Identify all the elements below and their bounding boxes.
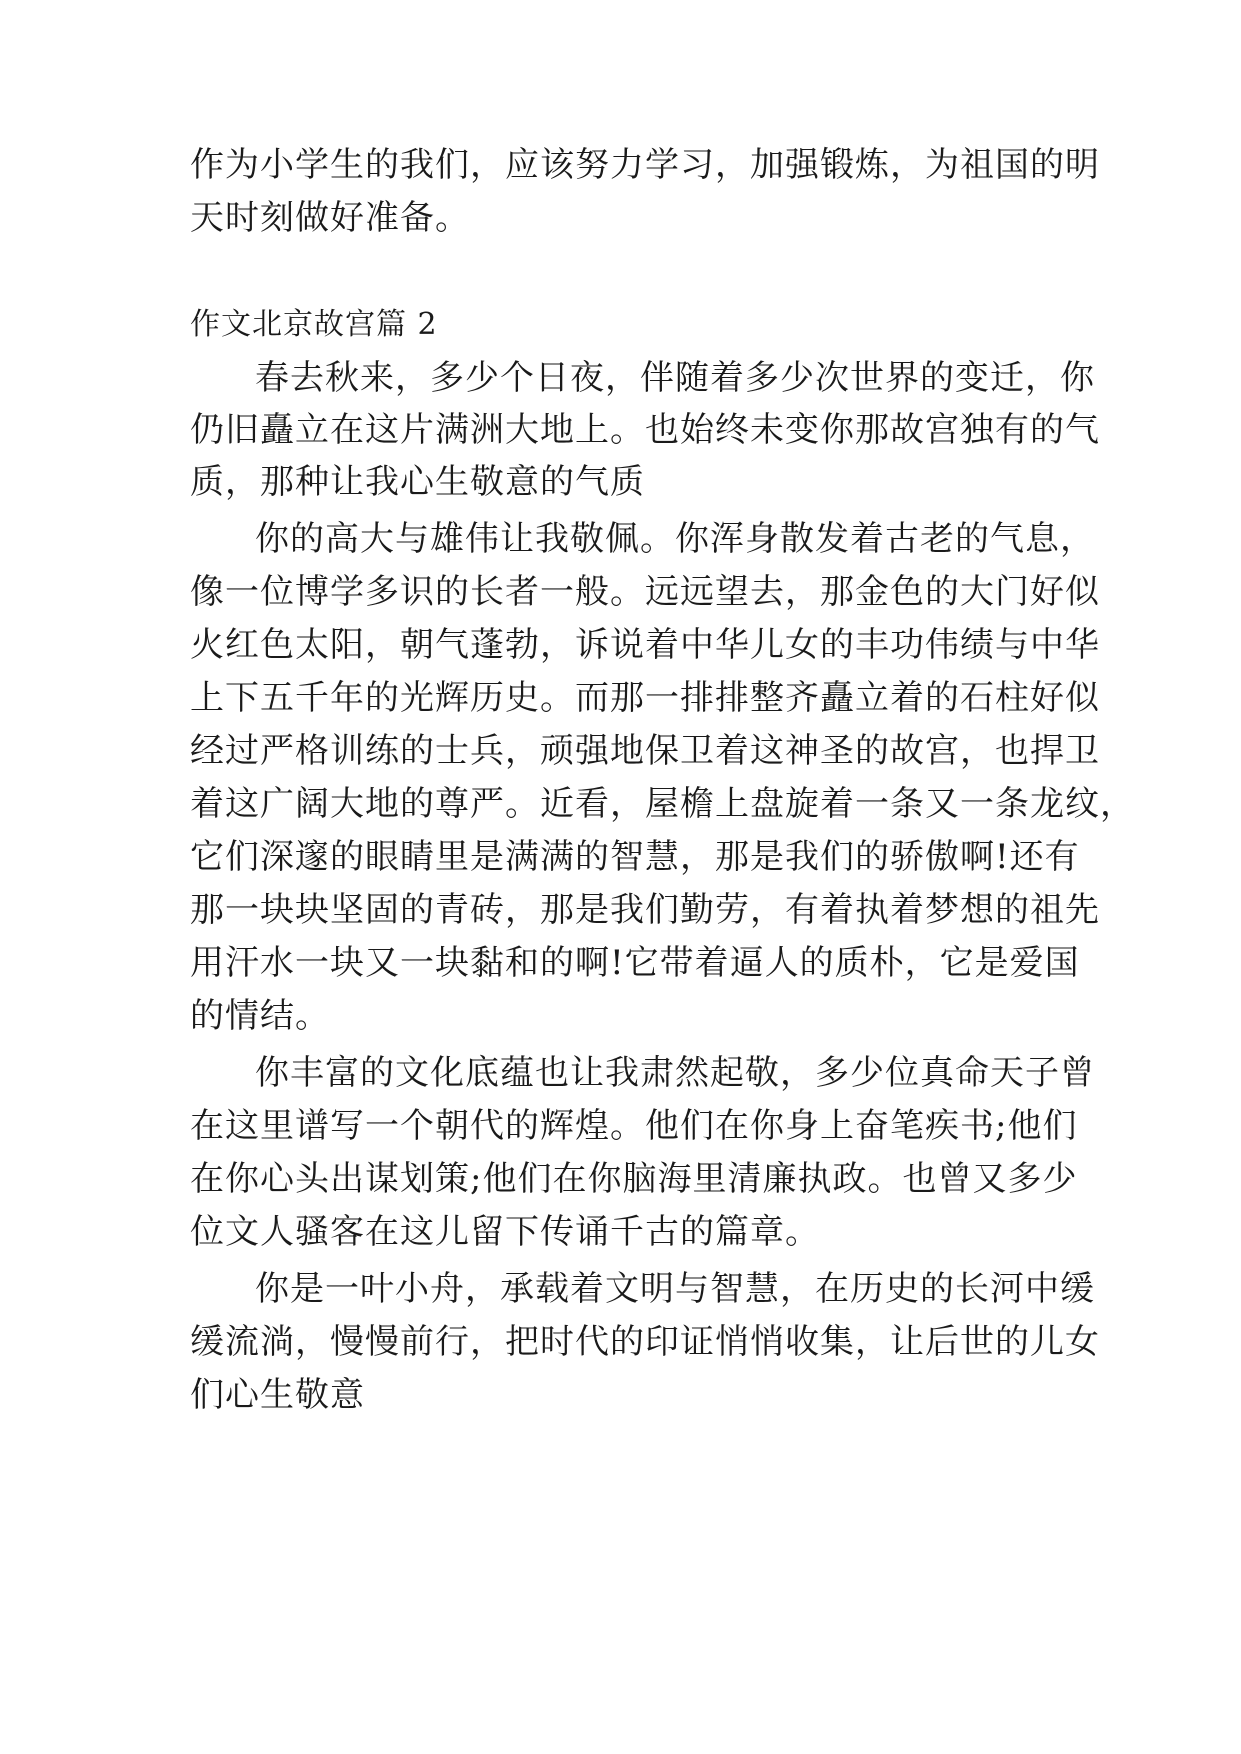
paragraph-line: 火红色太阳，朝气蓬勃，诉说着中华儿女的丰功伟绩与中华	[190, 625, 1100, 665]
paragraph-line: 经过严格训练的士兵，顽强地保卫着这神圣的故宫，也捍卫	[190, 731, 1100, 771]
paragraph-line: 位文人骚客在这儿留下传诵千古的篇章。	[190, 1212, 820, 1252]
paragraph-line: 们心生敬意	[190, 1375, 365, 1415]
paragraph-line: 着这广阔大地的尊严。近看，屋檐上盘旋着一条又一条龙纹，	[190, 784, 1135, 824]
paragraph-line: 那一块块坚固的青砖，那是我们勤劳，有着执着梦想的祖先	[190, 890, 1100, 930]
paragraph-line: 在这里谱写一个朝代的辉煌。他们在你身上奋笔疾书;他们	[190, 1106, 1078, 1146]
paragraph-line: 仍旧矗立在这片满洲大地上。也始终未变你那故宫独有的气	[190, 410, 1100, 450]
paragraph-line: 你是一叶小舟，承载着文明与智慧，在历史的长河中缓	[255, 1269, 1095, 1309]
intro-line: 作为小学生的我们，应该努力学习，加强锻炼，为祖国的明	[190, 145, 1100, 185]
paragraph-line: 的情结。	[190, 996, 330, 1036]
paragraph-line: 它们深邃的眼睛里是满满的智慧，那是我们的骄傲啊!还有	[190, 837, 1080, 877]
paragraph-line: 你的高大与雄伟让我敬佩。你浑身散发着古老的气息，	[255, 519, 1095, 559]
paragraph-line: 像一位博学多识的长者一般。远远望去，那金色的大门好似	[190, 572, 1100, 612]
paragraph-line: 春去秋来，多少个日夜，伴随着多少次世界的变迁，你	[255, 358, 1095, 398]
paragraph-line: 用汗水一块又一块黏和的啊!它带着逼人的质朴，它是爱国	[190, 943, 1080, 983]
paragraph-line: 你丰富的文化底蕴也让我肃然起敬，多少位真命天子曾	[255, 1053, 1095, 1093]
paragraph-line: 上下五千年的光辉历史。而那一排排整齐矗立着的石柱好似	[190, 678, 1100, 718]
section-title: 作文北京故宫篇 2	[190, 307, 438, 342]
paragraph-line: 缓流淌，慢慢前行，把时代的印证悄悄收集，让后世的儿女	[190, 1322, 1100, 1362]
paragraph-line: 在你心头出谋划策;他们在你脑海里清廉执政。也曾又多少	[190, 1159, 1078, 1199]
paragraph-line: 质，那种让我心生敬意的气质	[190, 462, 645, 502]
intro-line: 天时刻做好准备。	[190, 198, 470, 238]
